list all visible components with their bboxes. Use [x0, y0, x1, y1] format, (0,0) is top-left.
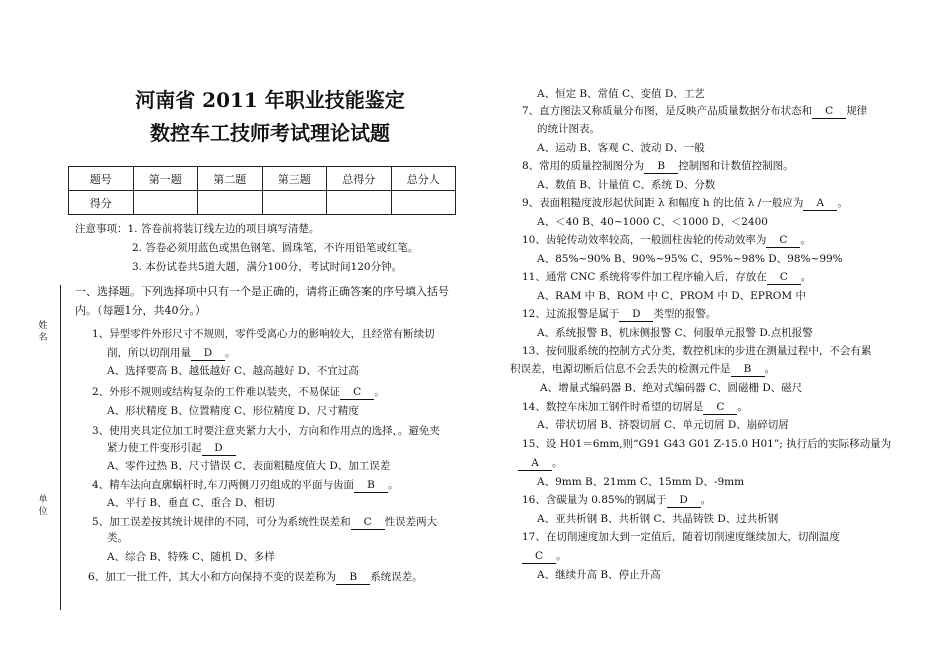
score-header-0: 题号 — [69, 167, 134, 191]
question-text-tail: 系统误差。 — [370, 571, 423, 583]
answer-blank[interactable]: C — [767, 270, 801, 285]
answer-blank[interactable]: C — [703, 400, 737, 415]
question-text: A、9mm B、21mm C、15mm D、-9mm — [537, 476, 745, 488]
question-text: A、85%~90% B、90%~95% C、95%~98% D、98%~99% — [537, 253, 843, 265]
answer-blank[interactable]: A — [518, 456, 552, 471]
left-question-line — [88, 570, 423, 585]
question-text: 类。 — [107, 532, 128, 544]
right-question-line — [537, 512, 778, 526]
right-question-line — [540, 381, 802, 395]
section-intro-1: 一、选择题。下列选择项中只有一个是正确的，请将正确答案的序号填入括号 — [75, 285, 449, 298]
section-intro-2: 内。（每题1分，共40分。） — [75, 304, 206, 317]
answer-blank[interactable]: D — [619, 307, 653, 322]
right-question-line — [537, 178, 715, 192]
score-cell[interactable] — [327, 191, 392, 215]
score-row-label: 得分 — [69, 191, 134, 215]
question-text: 9、表面粗糙度波形起伏间距 λ 和幅度 h 的比值 λ /一般应为 — [522, 197, 804, 209]
question-text: A、形状精度 B、位置精度 C、形位精度 D、尺寸精度 — [107, 405, 359, 417]
question-text-tail: 。 — [800, 271, 812, 283]
question-text: 14、数控车床加工钢件时希望的切屑是 — [522, 401, 704, 413]
score-header-5: 总分人 — [391, 167, 456, 191]
answer-blank[interactable]: D — [667, 493, 701, 508]
right-question-line — [522, 530, 840, 544]
question-text: A、平行 B、垂直 C、重合 D、相切 — [107, 497, 275, 509]
answer-blank[interactable]: C — [522, 549, 556, 564]
question-text: A、继续升高 B、停止升高 — [537, 569, 661, 581]
right-question-line — [522, 270, 811, 285]
right-question-line — [522, 549, 567, 564]
score-cell[interactable] — [262, 191, 327, 215]
score-header-3: 第三题 — [262, 167, 327, 191]
question-text-tail: 规律 — [846, 105, 868, 117]
answer-blank[interactable]: C — [766, 233, 800, 248]
question-text: A、综合 B、特殊 C、随机 D、多样 — [107, 551, 275, 563]
left-question-line — [107, 441, 236, 456]
answer-blank[interactable]: C — [812, 104, 846, 119]
question-text: 7、直方图法又称质量分布图，是反映产品质量数据分布状态和 — [522, 105, 813, 117]
left-question-line — [92, 385, 385, 400]
right-question-line — [522, 233, 811, 248]
right-question-line — [522, 196, 848, 211]
score-header-2: 第二题 — [198, 167, 263, 191]
question-text-tail: 性误差两大 — [384, 516, 438, 528]
question-text: 5、加工误差按其统计规律的不同，可分为系统性误差和 — [92, 516, 351, 528]
right-question-line — [510, 362, 775, 377]
question-text: 4、精车法向直廓蜗杆时,车刀两侧刀刃组成的平面与齿面 — [92, 479, 355, 491]
question-text-tail: 。 — [800, 234, 811, 246]
question-text: 的统计图表。 — [537, 123, 600, 135]
question-text: 1、异型零件外形尺寸不规则，零件受离心力的影响较大，且经常有断续切 — [92, 328, 435, 340]
question-text: 16、含碳量为 0.85%的钢属于 — [522, 494, 667, 506]
question-text: 削，所以切削用量 — [107, 347, 191, 359]
right-question-line — [537, 141, 705, 155]
question-text-tail: 。 — [700, 494, 712, 506]
right-question-line — [518, 456, 563, 471]
question-text: 6、加工一批工件，其大小和方向保持不变的误差称为 — [88, 571, 337, 583]
question-text: A、系统报警 B、机床侧报警 C、伺服单元报警 D.点机报警 — [537, 327, 813, 339]
left-question-line — [107, 346, 236, 361]
right-question-line — [522, 400, 748, 415]
question-text: A、运动 B、客观 C、波动 D、一般 — [537, 142, 705, 154]
answer-blank[interactable]: D — [191, 346, 225, 361]
answer-blank[interactable]: A — [803, 196, 837, 211]
exam-title-line1: 河南省 2011 年职业技能鉴定 — [135, 88, 405, 112]
answer-blank[interactable]: C — [351, 515, 385, 530]
right-question-line — [537, 215, 768, 229]
question-text: 11、通常 CNC 系统将零件加工程序输入后，存放在 — [522, 271, 767, 283]
left-question-line — [92, 327, 435, 341]
right-question-line — [522, 344, 871, 358]
note-1: 注意事项：1. 答卷前将装订线左边的项目填写清楚。 — [75, 223, 320, 235]
name-label: 姓名 — [38, 321, 48, 343]
question-text-tail: 。 — [374, 386, 385, 398]
right-question-line — [537, 475, 744, 489]
left-question-line — [107, 364, 359, 378]
answer-blank[interactable]: C — [340, 385, 374, 400]
left-question-line — [107, 550, 275, 564]
question-text: A、带状切屑 B、挤裂切屑 C、单元切屑 D、崩碎切屑 — [537, 419, 789, 431]
question-text: A、零件过热 B、尺寸错误 C、表面粗糙度值大 D、加工误差 — [107, 460, 391, 472]
question-text: 10、齿轮传动效率较高，一般圆柱齿轮的传动效率为 — [522, 234, 767, 246]
question-text: 13、按伺服系统的控制方式分类，数控机床的步进在测量过程中，不会有累 — [522, 345, 872, 357]
right-question-line — [537, 418, 789, 432]
question-text: 17、在切削速度加大到一定值后，随着切削速度继续加大，切削温度 — [522, 531, 840, 543]
left-question-line — [107, 531, 128, 545]
question-text: 3、使用夹具定位加工时要注意夹紧力大小，方向和作用点的选择，。避免夹 — [92, 425, 440, 437]
score-cell[interactable] — [391, 191, 456, 215]
question-text-tail: 类型的报警。 — [653, 308, 717, 320]
question-text: A、数值 B、计量值 C、系统 D、分数 — [537, 179, 716, 191]
question-text: A、＜40 B、40~1000 C、＜1000 D、＜2400 — [537, 216, 768, 228]
question-text: A、恒定 B、常值 C、变值 D、工艺 — [537, 88, 705, 100]
question-text: A、亚共析钢 B、共析钢 C、共晶铸铁 D、过共析钢 — [537, 513, 779, 525]
answer-blank[interactable]: B — [336, 570, 370, 585]
question-text: 积误差，电源切断后信息不会丢失的检测元件是 — [510, 363, 731, 375]
right-question-line — [537, 122, 600, 136]
right-question-line — [537, 568, 661, 582]
score-header-4: 总得分 — [327, 167, 392, 191]
question-text-tail: 。 — [225, 347, 236, 359]
left-question-line — [92, 478, 399, 493]
right-question-line — [522, 159, 794, 174]
left-question-line — [92, 424, 440, 438]
score-table — [68, 166, 456, 215]
left-question-line — [107, 404, 359, 418]
question-text-tail: 。 — [837, 197, 848, 209]
question-text-tail: 。 — [737, 401, 748, 413]
right-question-line — [537, 289, 806, 303]
question-text-tail: 控制图和计数值控制图。 — [678, 160, 794, 172]
score-cell[interactable] — [198, 191, 263, 215]
note-3: 3. 本份试卷共5道大题，满分100分，考试时间120分钟。 — [132, 261, 403, 273]
question-text-tail: 。 — [388, 479, 399, 491]
right-question-line — [522, 437, 891, 451]
score-header-1: 第一题 — [133, 167, 198, 191]
question-text: 15、设 H01＝6mm,则“G91 G43 G01 Z-15.0 H01”; 执行后的实际移动量为 — [522, 438, 892, 450]
left-question-line — [107, 496, 275, 510]
question-text-tail: 。 — [764, 363, 775, 375]
left-question-line — [107, 459, 390, 473]
question-text: 2、外形不规则或结构复杂的工件难以装夹，不易保证 — [92, 386, 341, 398]
question-text: 8、常用的质量控制图分为 — [522, 160, 645, 172]
question-text: 紧力使工件变形引起 — [107, 442, 202, 454]
binding-line — [60, 285, 61, 610]
right-question-line — [522, 104, 867, 119]
score-cell[interactable] — [133, 191, 198, 215]
question-text: A、选择要高 B、越低越好 C、越高越好 D、不宜过高 — [107, 365, 359, 377]
question-text: A、增量式编码器 B、绝对式编码器 C、圆磁栅 D、磁尺 — [540, 382, 803, 394]
question-text: 12、过流报警是属于 — [522, 308, 620, 320]
left-question-line — [92, 515, 437, 530]
right-question-line — [537, 252, 843, 266]
answer-blank[interactable]: B — [354, 478, 388, 493]
note-2: 2. 答卷必须用蓝色或黑色钢笔、圆珠笔，不许用铅笔或红笔。 — [132, 242, 419, 254]
unit-label: 单位 — [38, 495, 48, 517]
question-text: A、RAM 中 B、ROM 中 C、PROM 中 D、EPROM 中 — [537, 290, 806, 302]
right-question-line — [537, 326, 813, 340]
question-text-tail: 。 — [552, 457, 563, 469]
right-question-line — [522, 307, 716, 322]
right-question-line — [522, 493, 711, 508]
answer-blank[interactable]: B — [644, 159, 678, 174]
answer-blank[interactable]: D — [202, 441, 236, 456]
answer-blank[interactable]: B — [731, 362, 765, 377]
question-text-tail: 。 — [556, 550, 567, 562]
right-question-line — [537, 87, 705, 101]
exam-title-line2: 数控车工技师考试理论试题 — [150, 121, 390, 145]
